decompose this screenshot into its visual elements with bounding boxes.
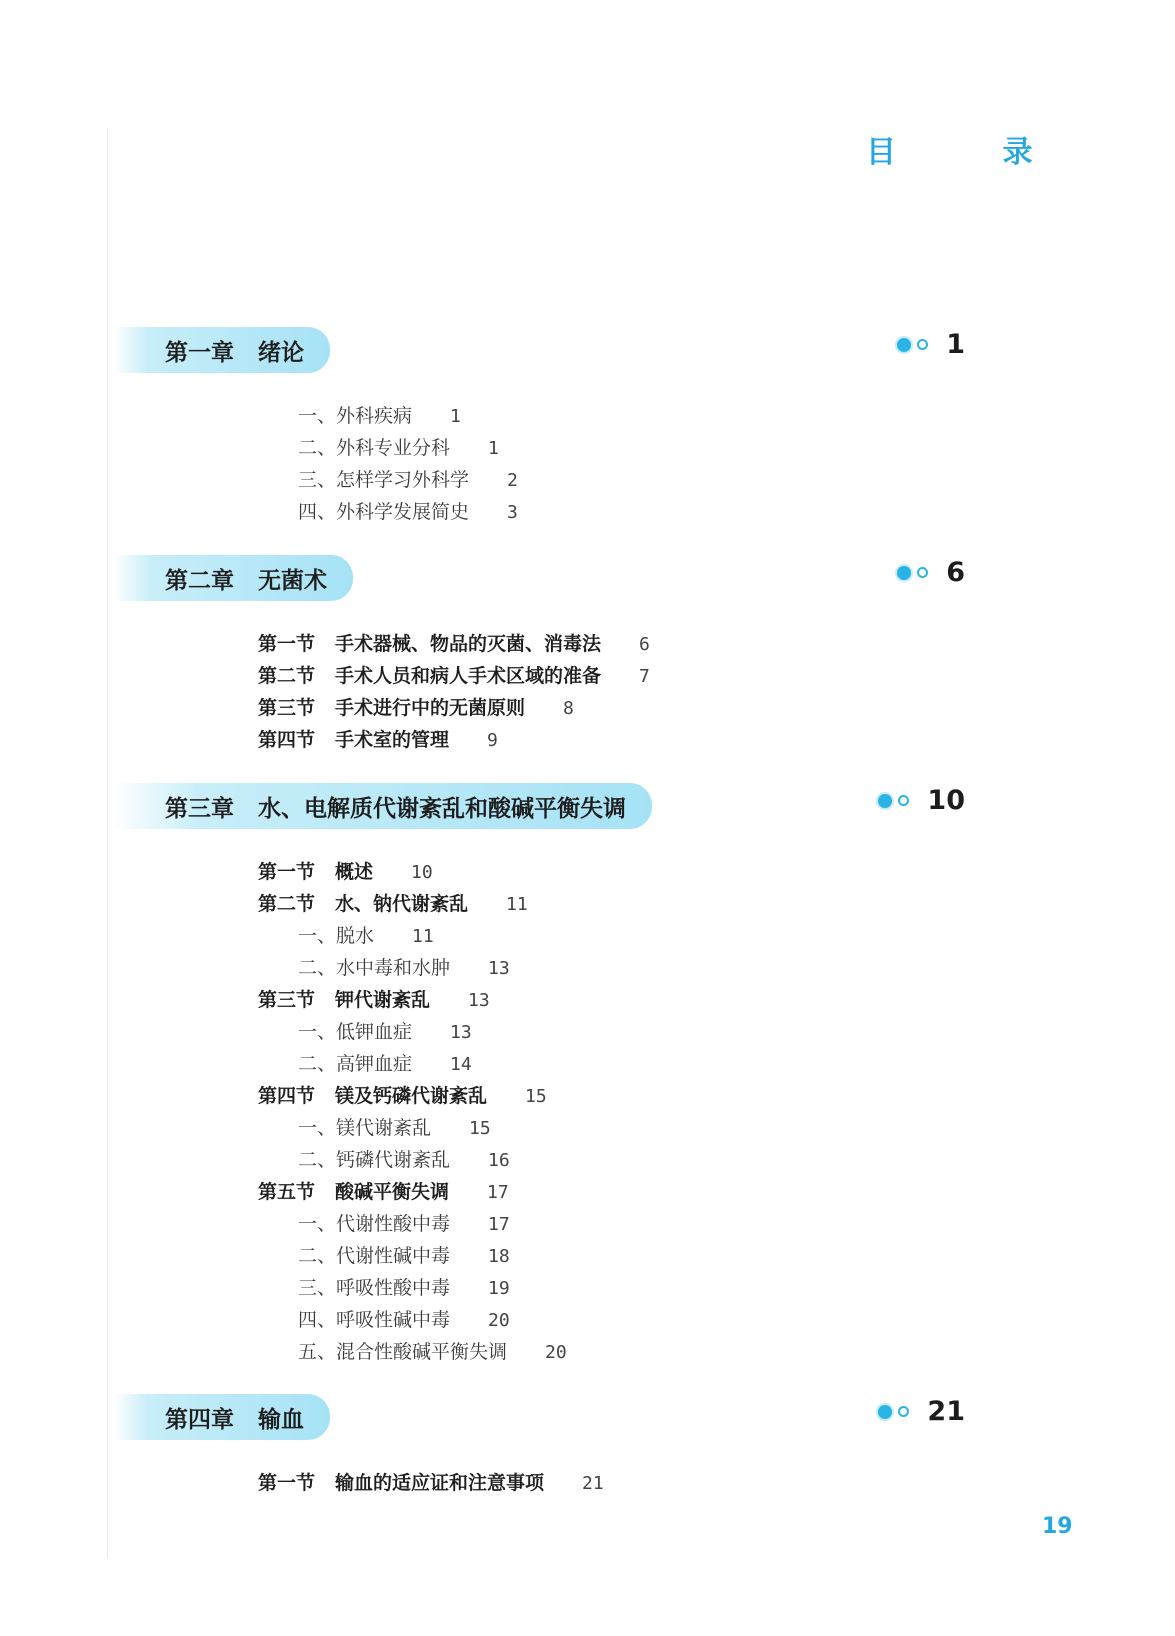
section-label: 第四节 xyxy=(258,729,316,751)
toc-entry[interactable] xyxy=(298,1308,510,1333)
entry-page: 1 xyxy=(488,438,499,459)
chapter-title: 无菌术 xyxy=(258,567,327,594)
bullet-ring-icon xyxy=(917,339,928,350)
chapter-heading-4[interactable] xyxy=(0,1394,1175,1446)
entry-page: 7 xyxy=(639,666,650,687)
toc-entry[interactable] xyxy=(298,1116,491,1141)
entry-title: 四、呼吸性碱中毒 xyxy=(298,1309,451,1331)
section-label: 第一节 xyxy=(258,633,316,655)
toc-entry[interactable] xyxy=(298,1020,472,1045)
toc-title: 目 录 xyxy=(866,135,1081,170)
toc-entry[interactable] xyxy=(298,1052,472,1077)
section-title: 钾代谢紊乱 xyxy=(335,989,431,1011)
toc-entry[interactable] xyxy=(298,924,434,949)
section-title: 手术器械、物品的灭菌、消毒法 xyxy=(335,633,602,655)
section-title: 手术室的管理 xyxy=(335,729,450,751)
entry-page: 21 xyxy=(582,1473,604,1494)
entry-page: 3 xyxy=(507,502,518,523)
bullet-dot-icon xyxy=(878,1405,892,1419)
toc-entry[interactable] xyxy=(298,956,510,981)
section-label: 第三节 xyxy=(258,697,316,719)
chapter-title: 输血 xyxy=(258,1406,304,1433)
toc-section[interactable] xyxy=(258,1084,547,1109)
entry-title: 二、高钾血症 xyxy=(298,1053,413,1075)
toc-section[interactable] xyxy=(258,1180,509,1205)
entry-page: 13 xyxy=(450,1022,472,1043)
toc-section[interactable] xyxy=(258,696,574,721)
toc-section[interactable] xyxy=(258,728,498,753)
toc-entry[interactable] xyxy=(298,436,499,461)
entry-title: 一、代谢性酸中毒 xyxy=(298,1213,451,1235)
chapter-page-marker xyxy=(878,785,965,816)
section-label: 第一节 xyxy=(258,861,316,883)
entry-page: 15 xyxy=(469,1118,491,1139)
toc-entry[interactable] xyxy=(298,500,518,525)
chapter-number: 第三章 xyxy=(165,795,234,822)
section-label: 第四节 xyxy=(258,1085,316,1107)
entry-page: 19 xyxy=(488,1278,510,1299)
chapter-page-marker xyxy=(897,329,965,360)
bullet-dot-icon xyxy=(897,338,911,352)
entry-page: 14 xyxy=(450,1054,472,1075)
toc-section[interactable] xyxy=(258,1471,604,1496)
chapter-number: 第四章 xyxy=(165,1406,234,1433)
entry-page: 13 xyxy=(488,958,510,979)
chapter-title: 水、电解质代谢紊乱和酸碱平衡失调 xyxy=(258,795,626,822)
entry-page: 10 xyxy=(411,862,433,883)
toc-section[interactable] xyxy=(258,632,650,657)
section-title: 输血的适应证和注意事项 xyxy=(335,1472,545,1494)
toc-entry[interactable] xyxy=(298,1276,510,1301)
section-label: 第二节 xyxy=(258,893,316,915)
toc-section[interactable] xyxy=(258,892,528,917)
entry-title: 五、混合性酸碱平衡失调 xyxy=(298,1341,508,1363)
entry-page: 1 xyxy=(450,406,461,427)
chapter-heading-3[interactable] xyxy=(0,783,1175,835)
entry-title: 二、外科专业分科 xyxy=(298,437,451,459)
entry-title: 二、水中毒和水肿 xyxy=(298,957,451,979)
entry-title: 四、外科学发展简史 xyxy=(298,501,470,523)
entry-title: 二、代谢性碱中毒 xyxy=(298,1245,451,1267)
chapter-page-marker xyxy=(878,1396,965,1427)
toc-entry[interactable] xyxy=(298,404,461,429)
chapter-heading-2[interactable] xyxy=(0,555,1175,607)
chapter-bar xyxy=(113,1394,330,1440)
entry-page: 17 xyxy=(487,1182,509,1203)
section-title: 酸碱平衡失调 xyxy=(335,1181,450,1203)
section-title: 概述 xyxy=(335,861,374,883)
chapter-number: 第二章 xyxy=(165,567,234,594)
entry-page: 6 xyxy=(639,634,650,655)
entry-page: 18 xyxy=(488,1246,510,1267)
entry-title: 一、低钾血症 xyxy=(298,1021,413,1043)
toc-section[interactable] xyxy=(258,988,490,1013)
entry-page: 17 xyxy=(488,1214,510,1235)
toc-entry[interactable] xyxy=(298,468,518,493)
bullet-ring-icon xyxy=(898,795,909,806)
toc-entry[interactable] xyxy=(298,1244,510,1269)
entry-title: 三、呼吸性酸中毒 xyxy=(298,1277,451,1299)
entry-page: 9 xyxy=(487,730,498,751)
bullet-dot-icon xyxy=(897,566,911,580)
toc-entry[interactable] xyxy=(298,1148,510,1173)
chapter-page-number: 6 xyxy=(946,557,965,588)
section-title: 水、钠代谢紊乱 xyxy=(335,893,469,915)
entry-page: 8 xyxy=(563,698,574,719)
entry-page: 11 xyxy=(412,926,434,947)
toc-entry[interactable] xyxy=(298,1340,567,1365)
section-label: 第五节 xyxy=(258,1181,316,1203)
page-number: 19 xyxy=(1042,1514,1073,1539)
section-label: 第一节 xyxy=(258,1472,316,1494)
entry-page: 15 xyxy=(525,1086,547,1107)
chapter-bar xyxy=(113,327,330,373)
bullet-ring-icon xyxy=(898,1406,909,1417)
chapter-page-marker xyxy=(897,557,965,588)
entry-page: 2 xyxy=(507,470,518,491)
entry-page: 11 xyxy=(506,894,528,915)
section-label: 第三节 xyxy=(258,989,316,1011)
chapter-bar xyxy=(113,555,353,601)
entry-title: 一、镁代谢紊乱 xyxy=(298,1117,432,1139)
chapter-title: 绪论 xyxy=(258,339,304,366)
entry-title: 二、钙磷代谢紊乱 xyxy=(298,1149,451,1171)
entry-title: 一、外科疾病 xyxy=(298,405,413,427)
chapter-heading-1[interactable] xyxy=(0,327,1175,379)
entry-title: 三、怎样学习外科学 xyxy=(298,469,470,491)
entry-page: 20 xyxy=(545,1342,567,1363)
section-title: 镁及钙磷代谢紊乱 xyxy=(335,1085,488,1107)
chapter-number: 第一章 xyxy=(165,339,234,366)
chapter-bar xyxy=(113,783,652,829)
entry-page: 20 xyxy=(488,1310,510,1331)
entry-page: 13 xyxy=(468,990,490,1011)
entry-page: 16 xyxy=(488,1150,510,1171)
entry-title: 一、脱水 xyxy=(298,925,375,947)
toc-section[interactable] xyxy=(258,860,433,885)
section-title: 手术进行中的无菌原则 xyxy=(335,697,526,719)
section-title: 手术人员和病人手术区域的准备 xyxy=(335,665,602,687)
toc-section[interactable] xyxy=(258,664,650,689)
bullet-dot-icon xyxy=(878,794,892,808)
chapter-page-number: 1 xyxy=(946,329,965,360)
section-label: 第二节 xyxy=(258,665,316,687)
bullet-ring-icon xyxy=(917,567,928,578)
chapter-page-number: 10 xyxy=(927,785,965,816)
chapter-page-number: 21 xyxy=(927,1396,965,1427)
toc-entry[interactable] xyxy=(298,1212,510,1237)
